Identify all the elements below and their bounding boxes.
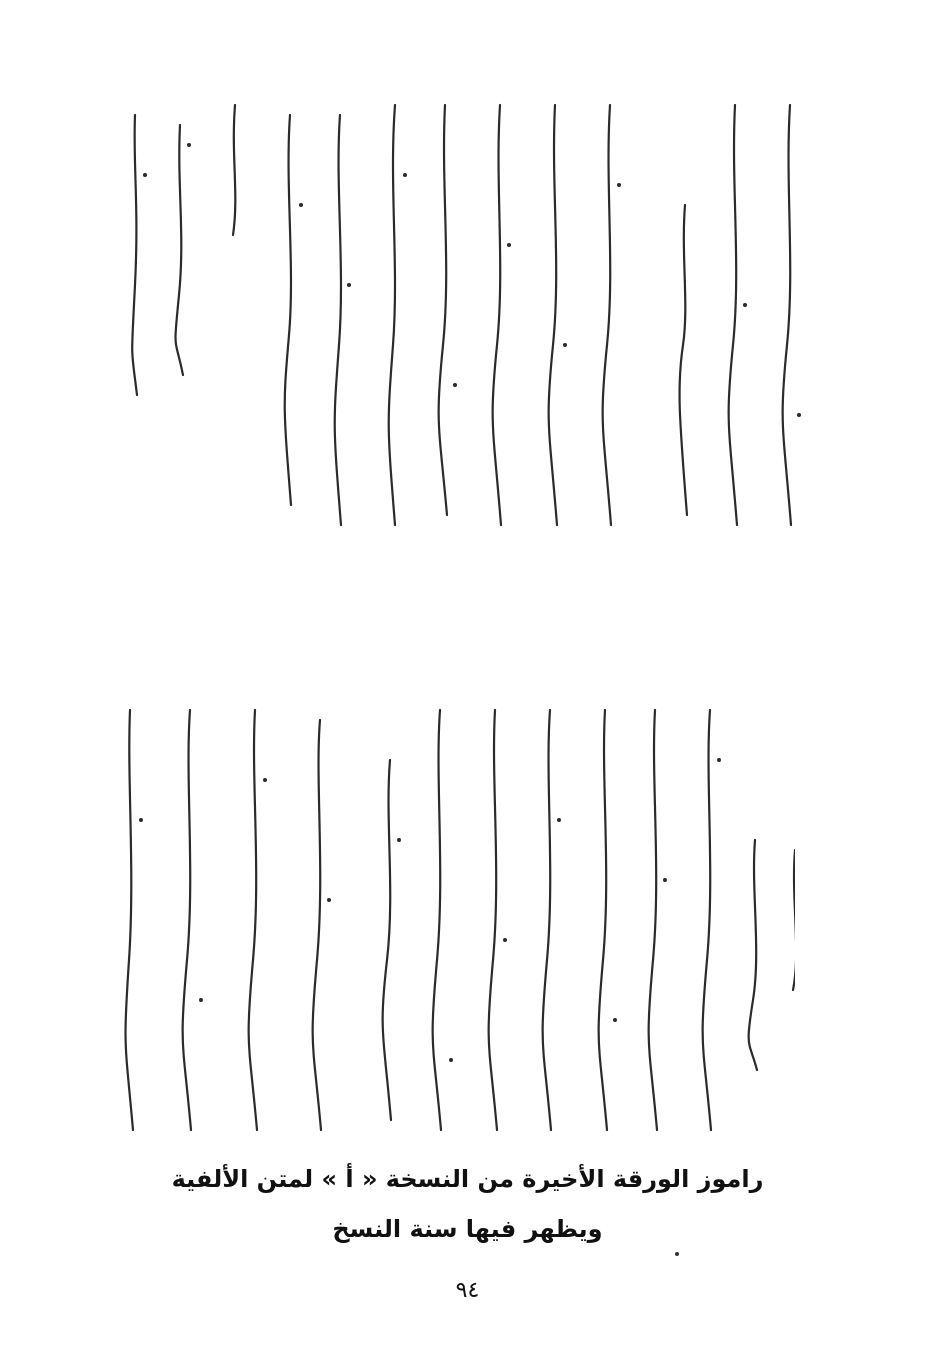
manuscript-bottom: [105, 700, 795, 1140]
manuscript-bottom-line: [103, 1011, 124, 1140]
page-number: ٩٤: [455, 1278, 480, 1303]
caption-line-2: ويظهر فيها سنة النسخ: [332, 1215, 603, 1243]
manuscript-bottom-line: [103, 498, 124, 689]
manuscript-bottom-line: [103, 130, 124, 334]
manuscript-bottom-line: [103, 0, 124, 125]
ink-dot: [675, 1252, 679, 1256]
manuscript-bottom-line: [103, 872, 124, 1005]
manuscript-bottom-line: [103, 340, 124, 492]
manuscript-bottom-line: [103, 694, 124, 866]
manuscript-top: [105, 85, 845, 545]
caption-line-1: راموز الورقة الأخيرة من النسخة « أ » لمتن الألفية: [171, 1165, 764, 1193]
